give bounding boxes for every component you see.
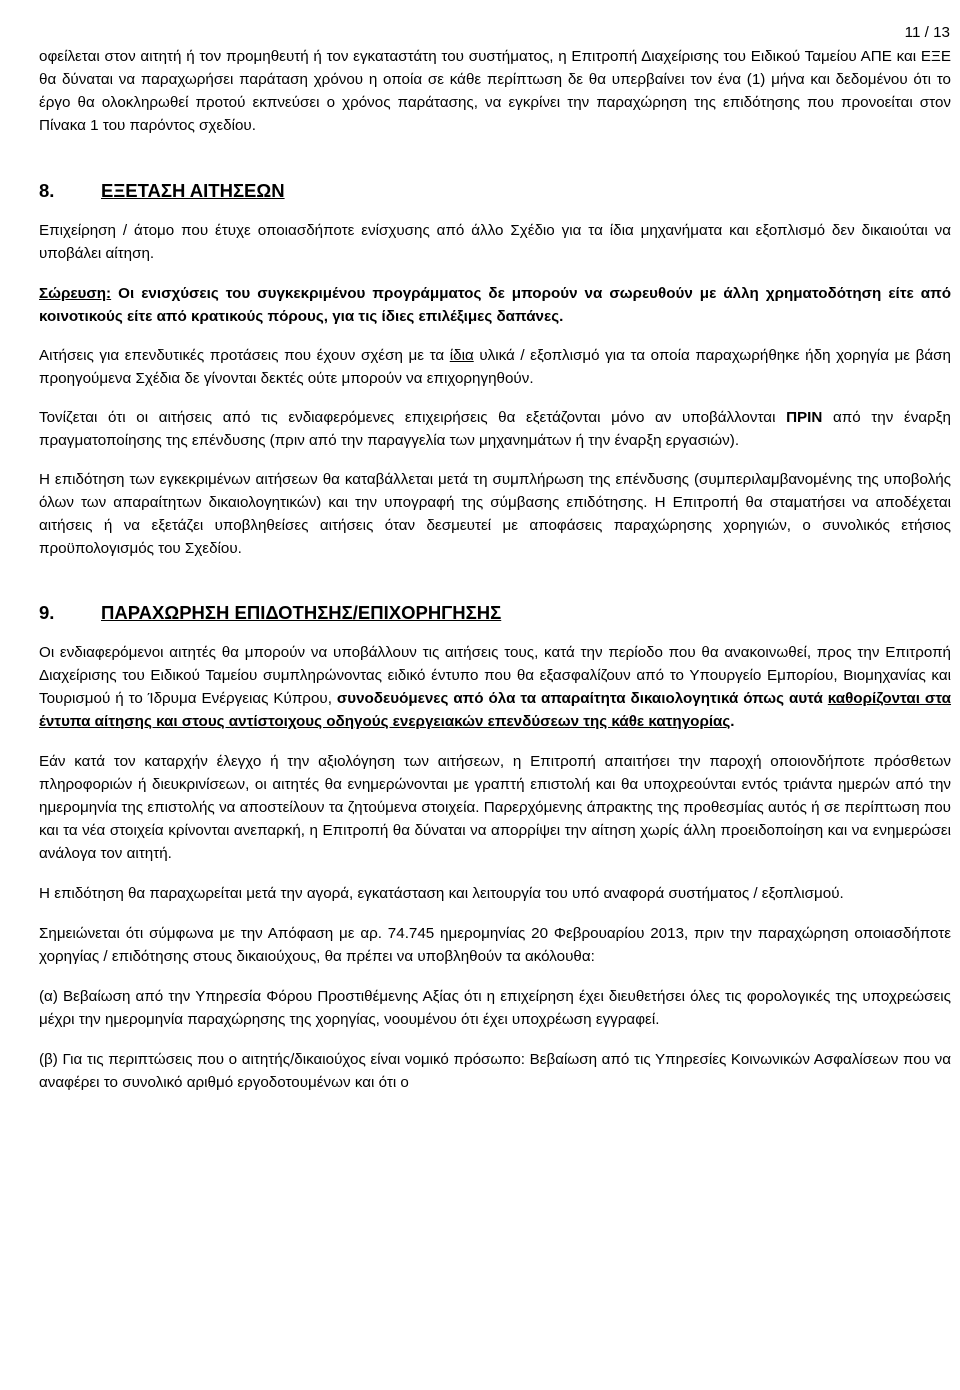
section-9-title: ΠΑΡΑΧΩΡΗΣΗ ΕΠΙΔΟΤΗΣΗΣ/ΕΠΙΧΟΡΗΓΗΣΗΣ	[101, 602, 502, 623]
p3-text-b: υλικά / εξοπλισμό για τα οποία παραχωρήθηκε ήδη χορηγία με βάση προηγούμενα Σχέδια δε γίνονται δεκτές ούτε μπορούν να επιχορηγηθούν.	[39, 347, 951, 387]
cumulation-text: Οι ενισχύσεις του συγκεκριμένου προγράμματος δε μπορούν να σωρευθούν με άλλη χρηματοδότηση είτε από κοινοτικούς είτε από κρατικούς πόρους, για τις ίδιες επιλέξιμες δαπάνες.	[39, 285, 951, 325]
section-9-number: 9.	[39, 602, 55, 623]
section-8-heading	[39, 179, 951, 203]
p4-bold-before: ΠΡΙΝ	[786, 409, 823, 426]
section-9-paragraph-1	[39, 641, 951, 733]
document-body	[39, 45, 951, 1094]
section-8-title: ΕΞΕΤΑΣΗ ΑΙΤΗΣΕΩΝ	[101, 180, 285, 201]
section-9-paragraph-4: Σημειώνεται ότι σύμφωνα με την Απόφαση με αρ. 74.745 ημερομηνίας 20 Φεβρουαρίου 2013, πριν την παραχώρηση οποιασδήποτε χορηγίας / επιδότησης στους δικαιούχους, θα πρέπει να υποβληθούν τα ακόλουθα:	[39, 925, 951, 965]
p3-underlined-same: ίδια	[449, 347, 474, 364]
section-9-paragraph-5: (α) Βεβαίωση από την Υπηρεσία Φόρου Προστιθέμενης Αξίας ότι η επιχείρηση έχει διευθετήσει όλες τις φορολογικές της υποχρεώσεις μέχρι την ημερομηνία παραχώρησης της χορηγίας, νοουμένου ότι έχει υποχρέωση εγγραφεί.	[39, 988, 951, 1028]
s9-p1-bold: συνοδευόμενες από όλα τα απαραίτητα δικαιολογητικά όπως αυτά	[336, 690, 828, 707]
page-number: 11 / 13	[904, 24, 950, 41]
section-9-paragraph-3: Η επιδότηση θα παραχωρείται μετά την αγορά, εγκατάσταση και λειτουργία του υπό αναφορά συστήματος / εξοπλισμού.	[39, 885, 844, 902]
section-8-paragraph-4	[39, 406, 951, 452]
cumulation-label: Σώρευση:	[39, 285, 112, 302]
p4-text-c: από την έναρξη πραγματοποίησης της επένδυσης (πριν από την παραγγελία των μηχανημάτων ή την έναρξη εργασιών).	[39, 409, 951, 449]
p3-text-a: Αιτήσεις για επενδυτικές προτάσεις που έχουν σχέση με τα	[39, 347, 450, 364]
s9-p1-bold-underlined: καθορίζονται στα έντυπα αίτησης και στους αντίστοιχους οδηγούς ενεργειακών επενδύσεων της κάθε κατηγορίας	[39, 690, 952, 730]
section-8-number: 8.	[39, 180, 55, 201]
section-8-paragraph-1: Επιχείρηση / άτομο που έτυχε οποιασδήποτε ενίσχυσης από άλλο Σχέδιο για τα ίδια μηχανήματα και εξοπλισμό δεν δικαιούται να υποβάλει αίτηση.	[39, 222, 951, 262]
section-8-paragraph-cumulation	[39, 282, 951, 328]
section-9-heading	[39, 601, 951, 625]
section-9-paragraph-2: Εάν κατά τον καταρχήν έλεγχο ή την αξιολόγηση των αιτήσεων, η Επιτροπή απαιτήσει την παροχή οποιονδήποτε πρόσθετων πληροφοριών ή διευκρινίσεων, οι αιτητές θα ενημερώνονται με γραπτή επιστολή και θα υποχρεούνται εντός τριάντα ημερών από την ημερομηνία της επιστολής να αποστείλουν τα ζητούμενα στοιχεία. Παρερχόμενης άπρακτης της προθεσμίας αυτός ή σε περίπτωση που και τα νέα στοιχεία κρίνονται ανεπαρκή, η Επιτροπή θα δύναται να απορρίψει την αίτηση χωρίς άλλη προειδοποίηση και να ενημερώσει ανάλογα τον αιτητή.	[39, 753, 951, 862]
paragraph-intro: οφείλεται στον αιτητή ή τον προμηθευτή ή τον εγκαταστάτη του συστήματος, η Επιτροπή Διαχείρισης του Ειδικού Ταμείου ΑΠΕ και ΕΞΕ θα δύναται να παραχωρήσει παράταση χρόνου η οποία σε κάθε περίπτωση δε θα υπερβαίνει τον ένα (1) μήνα και δεδομένου ότι το έργο θα ολοκληρωθεί προτού εκπνεύσει ο χρόνος παράτασης, να εγκρίνει την παραχώρηση της επιδότησης που προνοείται στον Πίνακα 1 του παρόντος σχεδίου.	[39, 48, 951, 134]
section-8-paragraph-5: Η επιδότηση των εγκεκριμένων αιτήσεων θα καταβάλλεται μετά τη συμπλήρωση της επένδυσης (συμπεριλαμβανομένης της υποβολής όλων των απαραίτητων δικαιολογητικών) και την υπογραφή της σύμβασης επιδότησης. Η Επιτροπή θα σταματήσει να αποδέχεται αιτήσεις ή να εξετάζει υποβληθείσες αιτήσεις όταν δεσμευτεί με αποφάσεις παραχώρησης χορηγιών, ο συνολικός ετήσιος προϋπολογισμός του Σχεδίου.	[39, 471, 951, 557]
section-8-paragraph-3	[39, 344, 951, 390]
p4-text-a: Τονίζεται ότι οι αιτήσεις από τις ενδιαφερόμενες επιχειρήσεις θα εξετάζονται μόνο αν υποβάλλονται	[39, 409, 787, 426]
s9-p1-period: .	[730, 713, 735, 730]
section-9-paragraph-6: (β) Για τις περιπτώσεις που ο αιτητής/δικαιούχος είναι νομικό πρόσωπο: Βεβαίωση από τις Υπηρεσίες Κοινωνικών Ασφαλίσεων που να αναφέρει το συνολικό αριθμό εργοδοτουμένων και ότι ο	[39, 1051, 951, 1091]
s9-p1-text-a: Οι ενδιαφερόμενοι αιτητές θα μπορούν να υποβάλλουν τις αιτήσεις τους, κατά την περίοδο που θα ανακοινωθεί, προς την Επιτροπή Διαχείρισης του Ειδικού Ταμείου συμπληρώνοντας ειδικό έντυπο που θα εξασφαλίζουν από το Υπουργείο Εμπορίου, Βιομηχανίας και Τουρισμού ή το Ίδρυμα Ενέργειας Κύπρου,	[39, 644, 951, 707]
